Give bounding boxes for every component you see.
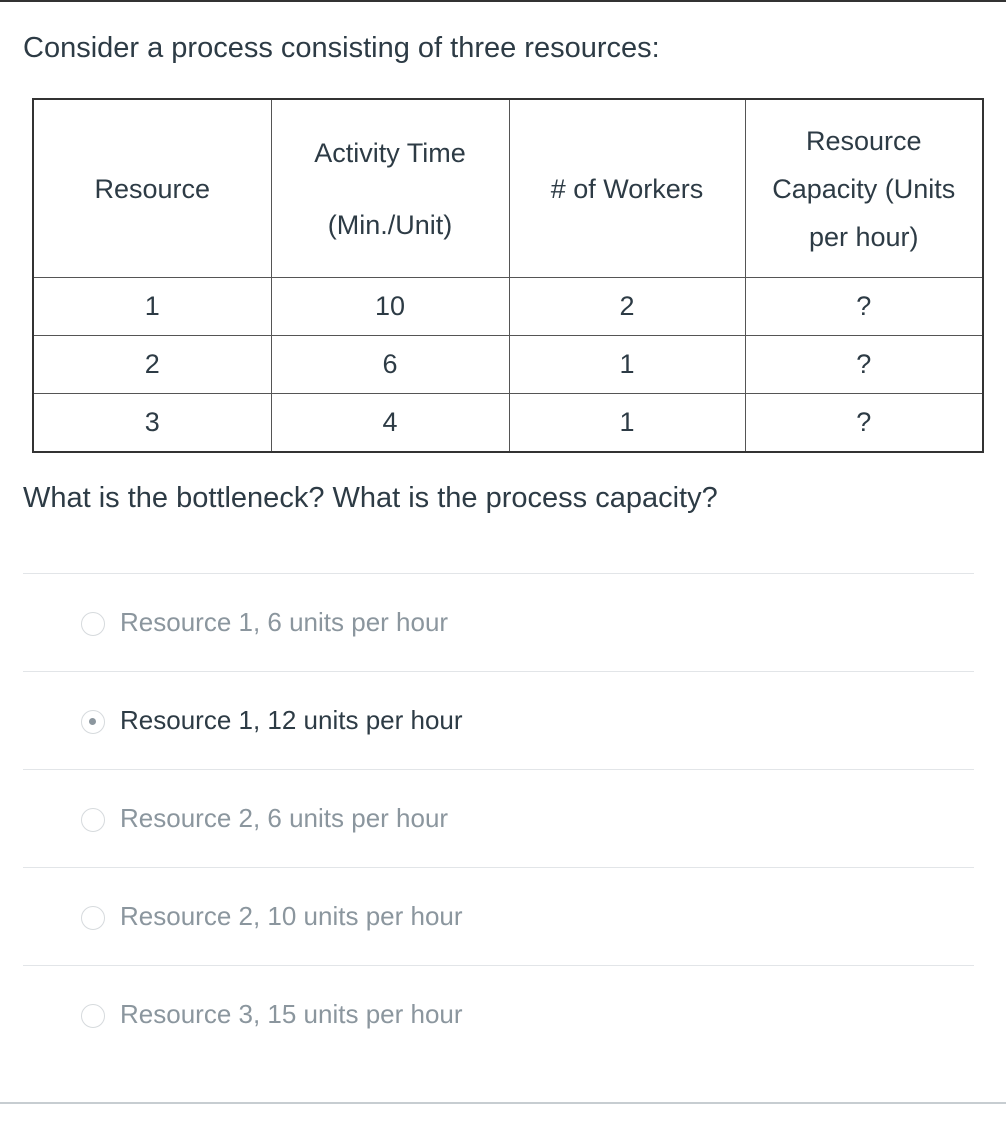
- bottom-divider: [0, 1102, 1006, 1104]
- answer-label[interactable]: Resource 3, 15 units per hour: [120, 999, 463, 1029]
- header-resource: Resource: [33, 99, 271, 278]
- cell-resource: 3: [33, 394, 271, 453]
- radio-button[interactable]: [81, 906, 105, 930]
- cell-activity-time: 4: [271, 394, 509, 453]
- answer-list: [23, 573, 974, 1063]
- cell-resource: 1: [33, 278, 271, 336]
- resource-table: [32, 98, 984, 453]
- answer-option-4[interactable]: [23, 868, 974, 965]
- radio-button[interactable]: [81, 1004, 105, 1028]
- header-capacity-line1: Resource: [805, 125, 922, 156]
- cell-workers: 2: [509, 278, 745, 336]
- radio-button[interactable]: [81, 808, 105, 832]
- cell-activity-time: 6: [271, 336, 509, 394]
- answer-label[interactable]: Resource 2, 10 units per hour: [120, 901, 463, 931]
- radio-button-selected[interactable]: [81, 710, 105, 734]
- table-row: [33, 336, 983, 394]
- table-row: [33, 394, 983, 453]
- cell-workers: 1: [509, 394, 745, 453]
- answer-label[interactable]: Resource 1, 6 units per hour: [120, 607, 449, 637]
- question-intro: Consider a process consisting of three resources:: [23, 32, 660, 64]
- header-workers: # of Workers: [509, 99, 745, 278]
- header-capacity: [745, 99, 983, 278]
- cell-workers: 1: [509, 336, 745, 394]
- answer-label[interactable]: Resource 2, 6 units per hour: [120, 803, 449, 833]
- answer-option-2[interactable]: [23, 672, 974, 769]
- header-capacity-line3: per hour): [808, 221, 919, 252]
- table-header-row: [33, 99, 983, 278]
- answer-label[interactable]: Resource 1, 12 units per hour: [120, 705, 463, 735]
- answer-option-3[interactable]: [23, 770, 974, 867]
- cell-resource: 2: [33, 336, 271, 394]
- header-activity-time-line2: (Min./Unit): [327, 209, 453, 240]
- answer-option-1[interactable]: [23, 574, 974, 671]
- header-activity-time-line1: Activity Time: [314, 137, 466, 168]
- radio-button[interactable]: [81, 612, 105, 636]
- answer-option-5[interactable]: [23, 966, 974, 1063]
- cell-activity-time: 10: [271, 278, 509, 336]
- cell-capacity: ?: [745, 278, 983, 336]
- question-prompt: What is the bottleneck? What is the process capacity?: [23, 482, 718, 514]
- table-row: [33, 278, 983, 336]
- header-activity-time: [271, 99, 509, 278]
- header-capacity-line2: Capacity (Units: [772, 173, 956, 204]
- cell-capacity: ?: [745, 336, 983, 394]
- top-divider: [0, 0, 1006, 2]
- cell-capacity: ?: [745, 394, 983, 453]
